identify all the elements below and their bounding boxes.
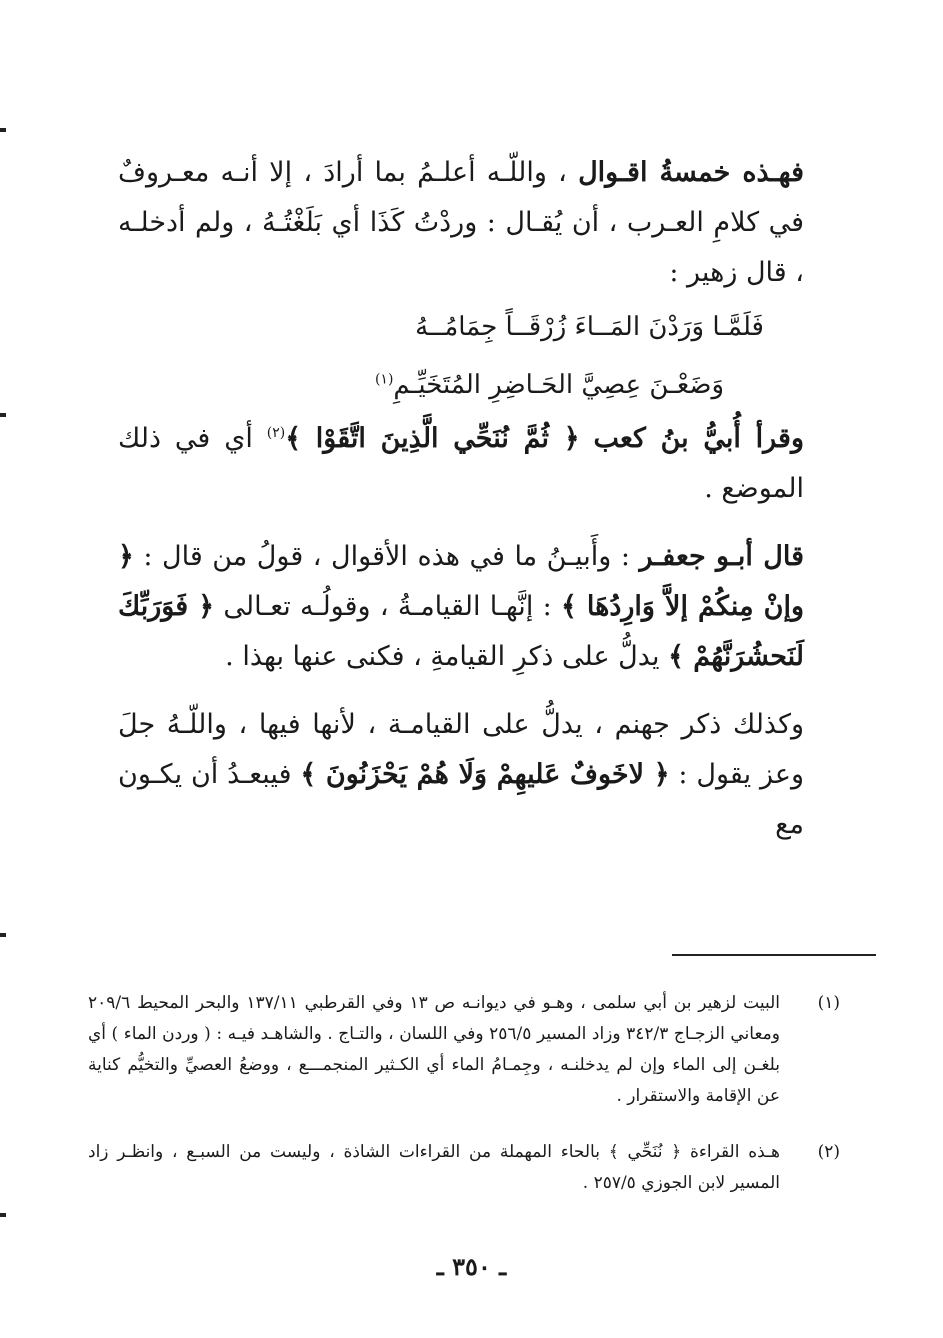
paragraph-4-text-1: وكذلك ذكر جهنم ، يدلُّ على القيامـة ، لأنها فيها ، واللّـهُ جلَ وعز يقول : bbox=[118, 709, 804, 790]
footnote-2 bbox=[88, 1137, 840, 1199]
paragraph-2 bbox=[118, 414, 804, 514]
margin-mark bbox=[0, 1213, 6, 1217]
poem-line-2 bbox=[118, 356, 804, 414]
footnote-1 bbox=[88, 988, 840, 1112]
paragraph-3-text-1: : وأَبيـنُ ما في هذه الأقوال ، قولُ من قال : bbox=[133, 541, 640, 572]
footnote-text: البيت لزهير بن أبي سلمى ، وهـو في ديوانـه ص ١٣ وفي القرطبي ١٣٧/١١ والبحر المحيط ٢٠٩/٦ ومعاني الزجـاج ٣٤٢/٣ وزاد المسير ٢٥٦/٥ وفي اللسان ، والتـاج . والشاهـد فيـه : ( وردن الماء ) أي بلغـن إلى الماء وإن لم يدخلنـه ، وجِمـامُ الماء أي الكـثير المنجمـــع ، ووضعُ العصيِّ والتخيُّم كناية عن الإقامة والاستقرار . bbox=[88, 993, 781, 1106]
quran-quote: ﴿ لاخَوفٌ عَليهِمْ وَلَا هُمْ يَحْزَنُونَ ﴾ bbox=[300, 759, 670, 790]
footnote-ref-2: (٢) bbox=[266, 425, 286, 441]
paragraph-3-lead: قال أبـو جعفـر bbox=[639, 541, 804, 572]
footnote-ref-1: (١) bbox=[374, 371, 394, 388]
paragraph-4-text-2: فيبعـدُ أن يكـون مع bbox=[118, 759, 804, 840]
quran-quote: ﴿ ثُمَّ نُنَحِّي الَّذِينَ اتَّقَوْا ﴾ bbox=[285, 423, 580, 454]
paragraph-3-text-2: : إنَّهـا القيامـةُ ، وقولُـه تعـالى bbox=[214, 591, 561, 622]
paragraph-3-text-3: يدلُّ على ذكرِ القيامةِ ، فكنى عنها بهذا . bbox=[225, 641, 669, 672]
poem-line-2-text: وَضَعْـنَ عِصِيَّ الحَـاضِرِ المُتَخَيِّـمِ bbox=[393, 370, 724, 400]
footnote-number: (٢) bbox=[817, 1142, 840, 1162]
page-number: ـ ٣٥٠ ـ bbox=[436, 1252, 507, 1281]
quran-quote: ﴿ فَوَرَبِّكَ لَنَحشُرَنَّهُمْ ﴾ bbox=[118, 591, 804, 672]
paragraph-4 bbox=[118, 700, 804, 850]
margin-mark bbox=[0, 128, 6, 132]
quran-quote: ﴿ وإنْ مِنكُمْ إلاَّ وَارِدُهَا ﴾ bbox=[118, 541, 805, 622]
margin-mark bbox=[0, 933, 6, 937]
paragraph-1-text: ، واللّـه أعلـمُ بما أرادَ ، إلا أنـه معـروفٌ في كلامِ العـرب ، أن يُقـال : وردْتُ كَذَا أي بَلَغْتُـهُ ، ولم أدخلـه ، قال زهير : bbox=[118, 157, 804, 288]
footnote-number: (١) bbox=[817, 993, 840, 1013]
footnote-text: هـذه القراءة ﴿ نُنَحِّي ﴾ بالحاء المهملة من القراءات الشاذة ، وليست من السبـع ، وانظـر زاد المسير لابن الجوزي ٢٥٧/٥ . bbox=[88, 1142, 780, 1193]
paragraph-2-text: أي في ذلك الموضع . bbox=[118, 423, 804, 504]
paragraph-1-lead: فهـذه خمسةُ اقـوال bbox=[578, 157, 804, 188]
margin-mark bbox=[0, 413, 6, 417]
footnote-divider bbox=[672, 954, 876, 956]
main-text bbox=[118, 148, 804, 850]
paragraph-2-lead: وقرأ أُبيُّ بنُ كعب bbox=[593, 423, 804, 454]
paragraph-3 bbox=[118, 532, 804, 682]
paragraph-1 bbox=[118, 148, 804, 298]
poem-line-1: فَلَمَّـا وَرَدْنَ المَــاءَ زُرْقَــاً جِمَامُــهُ bbox=[415, 312, 764, 342]
